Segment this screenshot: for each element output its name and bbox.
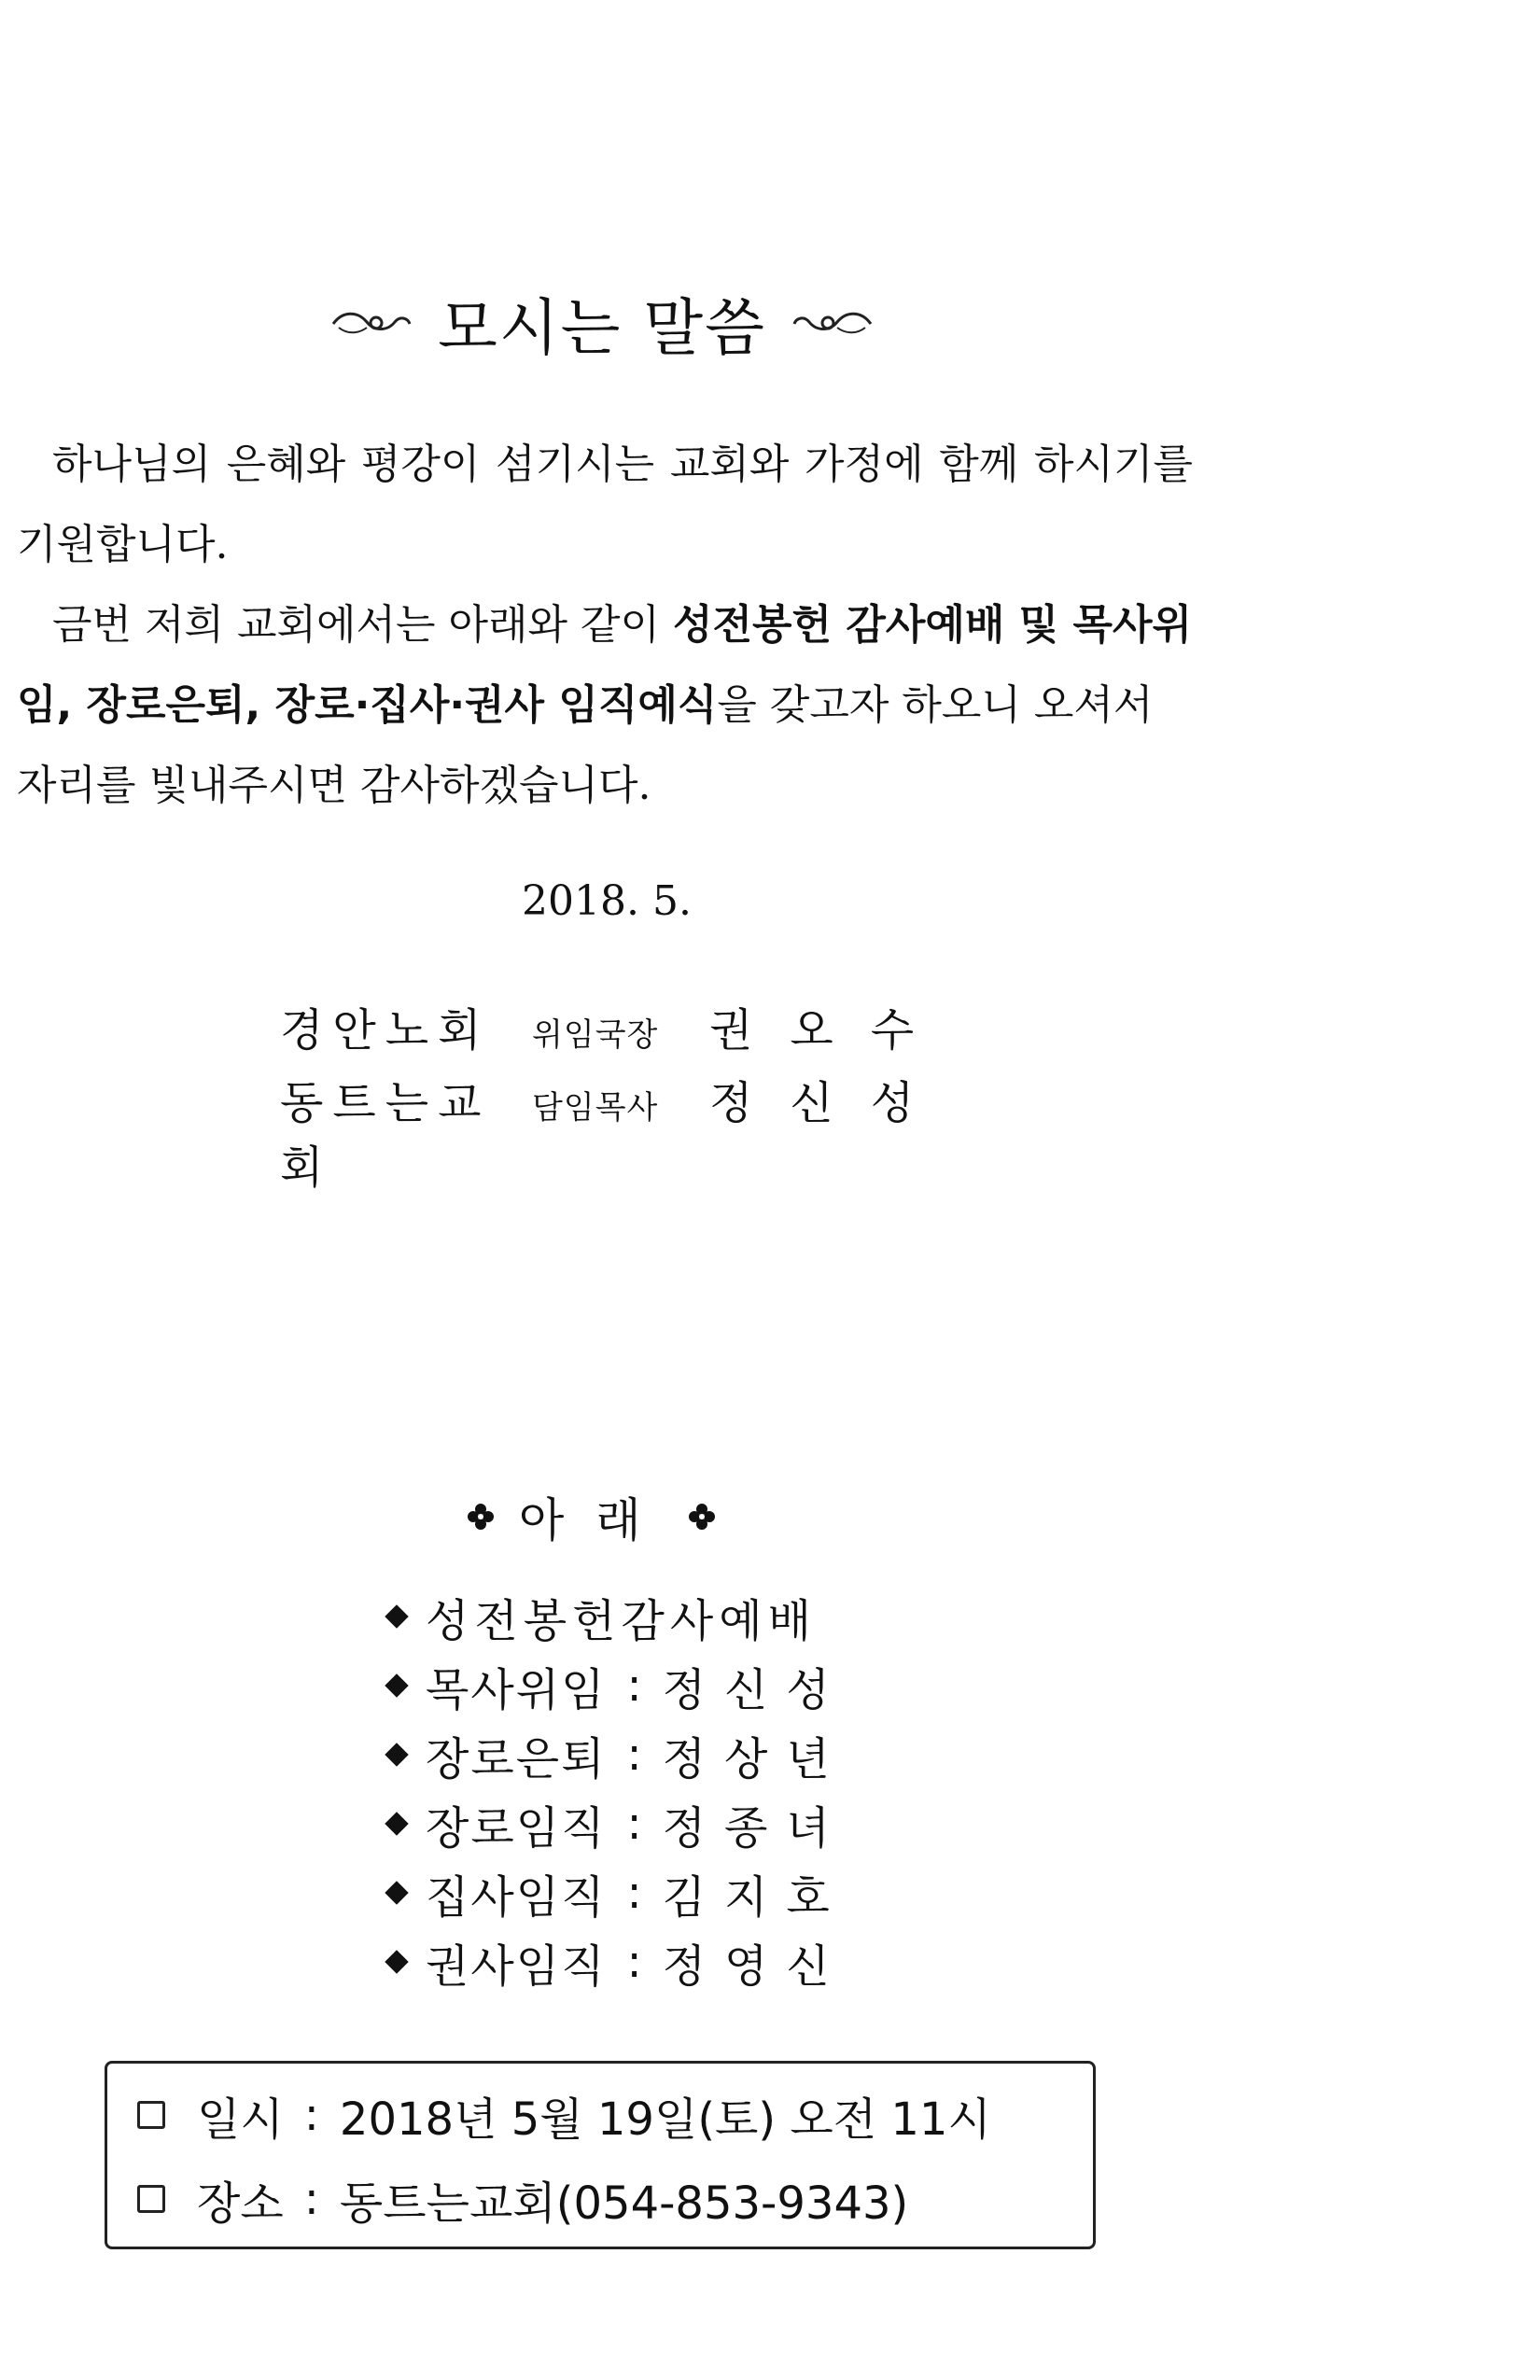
item-name: 정신성: [662, 1663, 848, 1716]
list-item: [381, 1582, 848, 1651]
item-colon: :: [626, 1729, 642, 1781]
info-datetime-row: [137, 2073, 1093, 2157]
item-label: 성전봉헌감사예배: [426, 1594, 817, 1647]
item-label: 목사위임: [426, 1663, 607, 1716]
signature-church: [280, 1067, 952, 1194]
diamond-bullet-icon: [385, 1743, 408, 1766]
left-ornament-icon: [329, 303, 413, 341]
details-list: [381, 1582, 848, 1996]
place-label: 장소: [197, 2177, 284, 2230]
greeting-text: 하나님의 은혜와 평강이 섬기시는 교회와 가정에 함께 하시기를 기원합니다.: [17, 441, 1193, 568]
signature-role: 담임목사: [532, 1089, 659, 1127]
signature-name: 정신성: [709, 1077, 952, 1129]
signature-name: 권오수: [709, 1004, 952, 1057]
diamond-bullet-icon: [385, 1812, 408, 1835]
details-heading: [467, 1484, 716, 1549]
invitation-tail: 을 갖고자 하오니 오셔서 자리를 빛내주시면 감사하겠습니다.: [17, 681, 1154, 809]
item-name: 정영신: [662, 1939, 848, 1993]
item-colon: :: [626, 1867, 642, 1919]
diamond-bullet-icon: [385, 1604, 408, 1628]
info-colon: :: [303, 2173, 319, 2225]
diamond-bullet-icon: [385, 1950, 408, 1973]
list-item: [381, 1651, 848, 1720]
list-item: [381, 1858, 848, 1927]
list-item: [381, 1720, 848, 1789]
place-value: 동트는교회(054-853-9343): [339, 2177, 909, 2230]
letter-date: 2018. 5.: [522, 877, 692, 925]
checkbox-icon: [137, 2185, 165, 2213]
item-label: 장로은퇴: [426, 1732, 607, 1785]
item-label: 권사임직: [426, 1939, 607, 1993]
item-name: 김지호: [662, 1870, 848, 1924]
signature-org: 동트는교회: [280, 1077, 491, 1194]
checkbox-icon: [137, 2101, 165, 2129]
list-item: [381, 1927, 848, 1996]
diamond-bullet-icon: [385, 1673, 408, 1697]
event-info-box: [105, 2061, 1096, 2249]
invitation-paragraph: [17, 585, 1193, 826]
invitation-events: 성전봉헌 감사예배 및 목사위임, 장로은퇴, 장로·집사·권사 임직예식: [17, 601, 1193, 729]
page-title: 모시는 말씀: [438, 291, 766, 364]
item-colon: :: [626, 1798, 642, 1850]
list-item: [381, 1789, 848, 1858]
item-colon: :: [626, 1659, 642, 1712]
cross-flower-icon: [688, 1503, 716, 1531]
datetime-value: 2018년 5월 19일(토) 오전 11시: [339, 2093, 991, 2146]
signature-role: 위임국장: [532, 1016, 659, 1054]
cross-flower-icon: [467, 1503, 495, 1531]
datetime-label: 일시: [197, 2093, 284, 2146]
diamond-bullet-icon: [385, 1881, 408, 1904]
info-colon: :: [303, 2089, 319, 2141]
item-name: 정종녀: [662, 1801, 848, 1855]
details-heading-label: 아래: [519, 1493, 673, 1547]
invitation-lead: 금번 저희 교회에서는 아래와 같이: [52, 601, 673, 649]
greeting-paragraph: [17, 425, 1193, 585]
info-place-row: [137, 2157, 1093, 2241]
title-row: [0, 271, 1204, 373]
item-colon: :: [626, 1936, 642, 1988]
item-label: 장로임직: [426, 1801, 607, 1855]
right-ornament-icon: [791, 303, 875, 341]
signature-org: 경안노회: [280, 1004, 491, 1057]
item-label: 집사임직: [426, 1870, 607, 1924]
item-name: 정상년: [662, 1732, 848, 1785]
signature-presbytery: [280, 994, 951, 1069]
